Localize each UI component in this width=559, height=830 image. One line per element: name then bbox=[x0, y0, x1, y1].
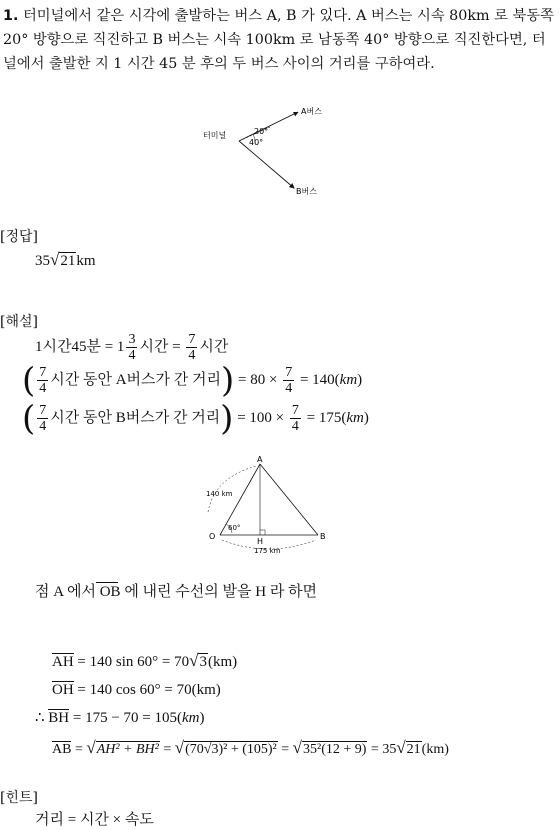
line1-mid: 시간 = bbox=[139, 338, 185, 355]
answer-label: [정답] bbox=[0, 229, 38, 245]
hint-text: 거리 = 시간 × 속도 bbox=[35, 812, 154, 828]
calc-bh: ∴ BH = 175 − 70 = 105(km) bbox=[35, 710, 205, 726]
vertex-o: O bbox=[209, 532, 216, 541]
foot-h: H bbox=[257, 537, 264, 546]
seg-oh: OH bbox=[52, 682, 74, 698]
seg-ab: AB bbox=[52, 742, 72, 757]
ob-overline bbox=[96, 582, 118, 583]
line1-fraction: $\frac{7}{4}$ bbox=[188, 332, 196, 363]
bus-b-arrow bbox=[239, 141, 294, 188]
problem-text: 터미널에서 같은 시각에 출발하는 버스 A, B 가 있다. A 버스는 시속 80km 로 북동쪽 20° 방향으로 직진하고 B 버스는 시속 100km 로 남동쪽 40° 방향으로 직진한다면, 터널에서 출발한 지 1 시간 45 분 후의 두 버스 사이의 거리를 구하여라. bbox=[3, 8, 554, 72]
bus-b-label: B버스 bbox=[296, 187, 317, 196]
line2-text: 시간 동안 A버스가 간 거리 bbox=[50, 371, 221, 388]
line1-rhs: 시간 bbox=[199, 338, 229, 355]
answer-radicand: 21 bbox=[60, 253, 76, 269]
solution-line-3: ( $\frac{7}{4}$ 시간 동안 B버스가 간 거리) = 100 × $\frac{7}{4}$ = 175(km) bbox=[22, 398, 369, 439]
problem-statement bbox=[3, 4, 555, 76]
answer-value: 35√21km bbox=[35, 250, 96, 269]
problem-number: 1. bbox=[3, 8, 19, 24]
oa-dimension bbox=[208, 466, 256, 512]
vertex-a: A bbox=[257, 455, 263, 464]
perpendicular-text: 점 A 에서 OB 에 내린 수선의 발을 H 라 하면 bbox=[35, 584, 318, 600]
answer-coef: 35 bbox=[35, 253, 50, 269]
solution-line-1 bbox=[35, 332, 228, 363]
line1-lhs: 1시간45분 = 1 bbox=[35, 338, 125, 355]
line3-text: 시간 동안 B버스가 간 거리 bbox=[50, 409, 221, 426]
terminal-label: 터미널 bbox=[203, 131, 227, 140]
right-angle-mark bbox=[260, 530, 265, 535]
angle-40-label: 40° bbox=[249, 138, 264, 147]
seg-ah: AH bbox=[52, 654, 74, 670]
bus-a-label: A버스 bbox=[301, 107, 322, 116]
solution-label: [해설] bbox=[0, 314, 38, 330]
perpendicular-statement bbox=[35, 582, 317, 602]
solution-line-2: ( $\frac{7}{4}$ 시간 동안 A버스가 간 거리) = 80 × $\frac{7}{4}$ = 140(km) bbox=[22, 360, 363, 401]
oa-length-label: 140 km bbox=[206, 490, 233, 498]
hint-label: [힌트] bbox=[0, 790, 38, 806]
angle-60-label: 60° bbox=[228, 524, 241, 532]
calc-ah: AH = 140 sin 60° = 70√3(km) bbox=[52, 651, 238, 670]
ob-length-label: 175 km bbox=[254, 547, 281, 555]
angle-20-label: 20° bbox=[254, 127, 269, 136]
bus-direction-figure bbox=[195, 100, 345, 198]
side-ab bbox=[260, 464, 318, 535]
bus-a-arrow bbox=[239, 112, 298, 141]
calc-oh: OH = 140 cos 60° = 70(km) bbox=[52, 682, 221, 698]
seg-bh: BH bbox=[48, 710, 70, 726]
triangle-figure bbox=[200, 452, 340, 556]
calc-ab: AB = √AH² + BH² = √(70√3)² + (105)² = √35²(12 + 9) = 35√21(km) bbox=[52, 738, 449, 757]
vertex-b: B bbox=[320, 532, 326, 541]
line1-mixed-fraction: $\frac{3}{4}$ bbox=[128, 332, 136, 363]
answer-unit: km bbox=[76, 253, 96, 269]
